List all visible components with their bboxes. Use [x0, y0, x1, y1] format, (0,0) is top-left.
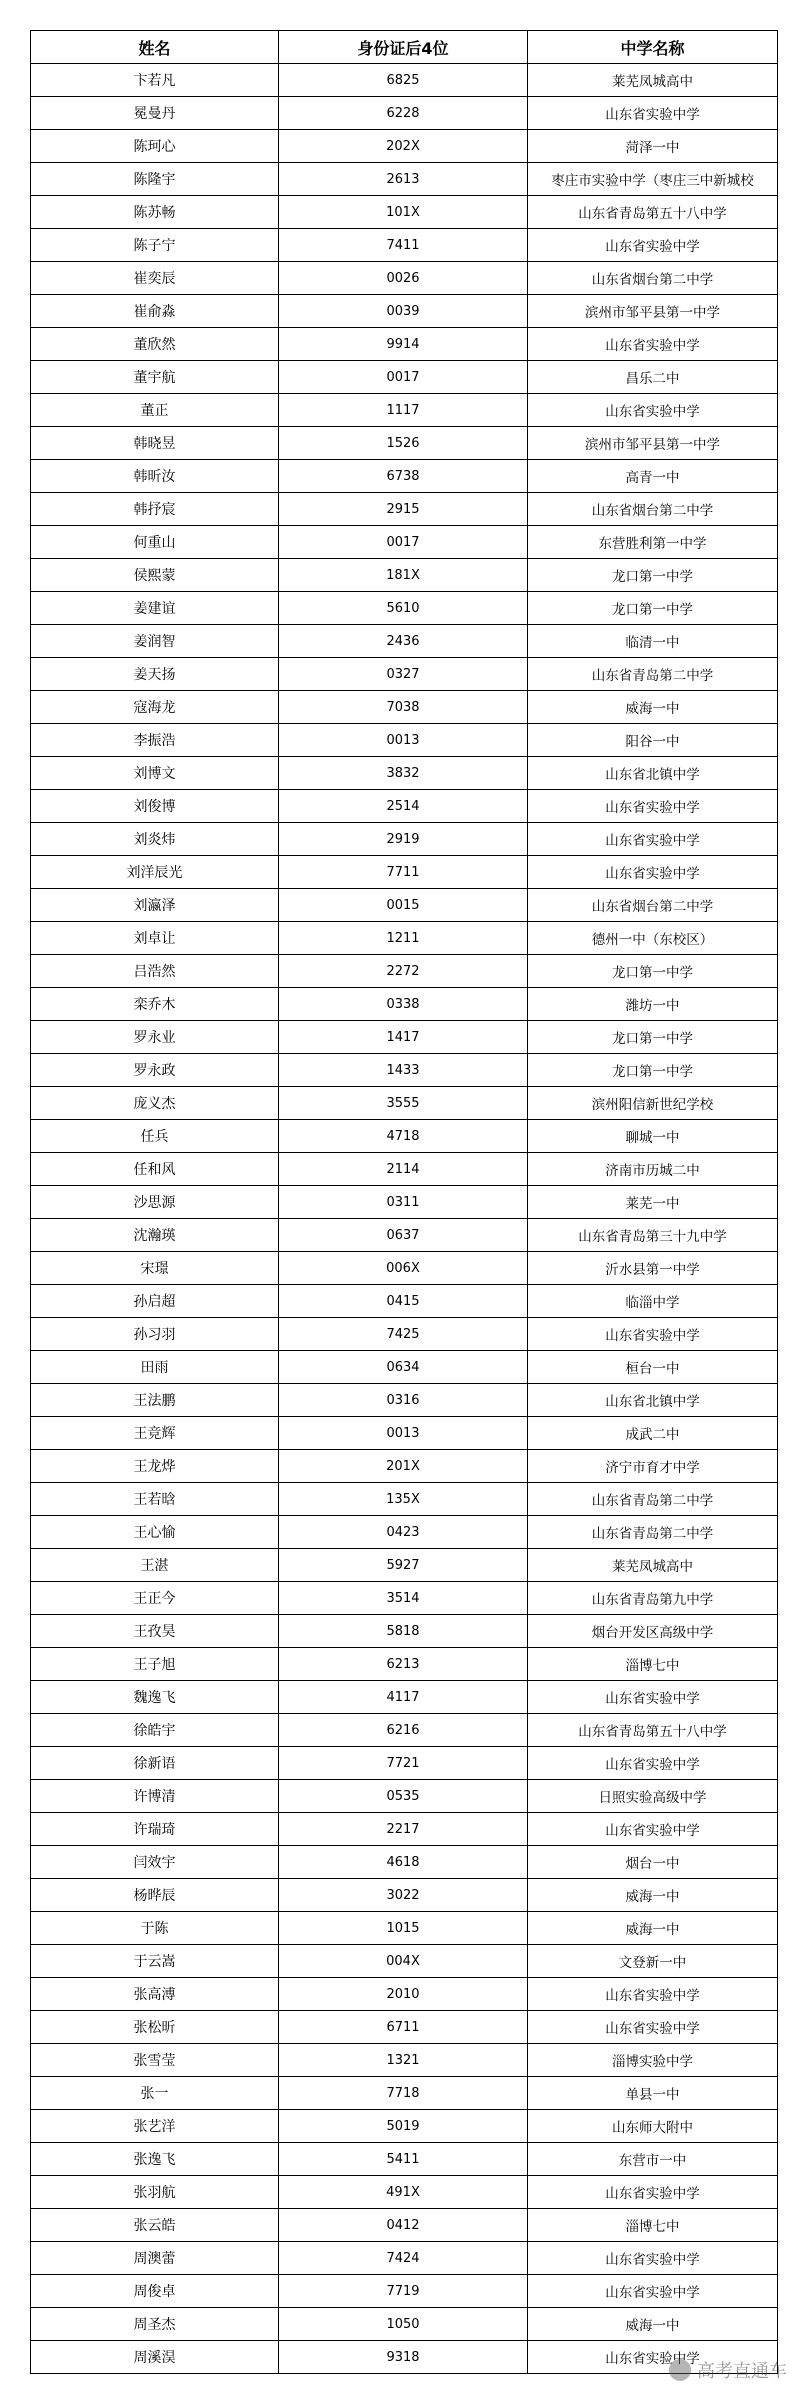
table-row [31, 955, 778, 988]
table-row [31, 1681, 778, 1714]
cell-id-last4: 4718 [279, 1120, 528, 1153]
cell-name: 周澳蕾 [31, 2242, 279, 2275]
cell-id-last4: 0311 [279, 1186, 528, 1219]
cell-school: 沂水县第一中学 [528, 1252, 778, 1285]
cell-id-last4: 202X [279, 130, 528, 163]
cell-name: 沈瀚瑛 [31, 1219, 279, 1252]
cell-id-last4: 3022 [279, 1879, 528, 1912]
cell-school: 山东省北镇中学 [528, 757, 778, 790]
cell-name: 姜润智 [31, 625, 279, 658]
cell-name: 韩晓昱 [31, 427, 279, 460]
cell-name: 董宇航 [31, 361, 279, 394]
cell-id-last4: 4117 [279, 1681, 528, 1714]
cell-name: 王龙烨 [31, 1450, 279, 1483]
cell-school: 山东省实验中学 [528, 394, 778, 427]
cell-name: 韩昕汝 [31, 460, 279, 493]
cell-school: 山东省实验中学 [528, 1681, 778, 1714]
cell-school: 山东省青岛第五十八中学 [528, 1714, 778, 1747]
cell-id-last4: 0013 [279, 1417, 528, 1450]
cell-id-last4: 2436 [279, 625, 528, 658]
table-row [31, 2242, 778, 2275]
table-row [31, 1846, 778, 1879]
cell-name: 何重山 [31, 526, 279, 559]
cell-id-last4: 6738 [279, 460, 528, 493]
cell-name: 姜建谊 [31, 592, 279, 625]
cell-school: 山东省实验中学 [528, 2176, 778, 2209]
cell-school: 滨州阳信新世纪学校 [528, 1087, 778, 1120]
cell-id-last4: 1417 [279, 1021, 528, 1054]
table-row [31, 1813, 778, 1846]
cell-school: 烟台开发区高级中学 [528, 1615, 778, 1648]
cell-id-last4: 2217 [279, 1813, 528, 1846]
cell-school: 山东省青岛第二中学 [528, 1516, 778, 1549]
table-row [31, 427, 778, 460]
cell-school: 莱芜凤城高中 [528, 1549, 778, 1582]
cell-name: 王子旭 [31, 1648, 279, 1681]
table-row [31, 2143, 778, 2176]
table-row [31, 1483, 778, 1516]
cell-school: 山东省实验中学 [528, 1813, 778, 1846]
cell-school: 济宁市育才中学 [528, 1450, 778, 1483]
cell-school: 济南市历城二中 [528, 1153, 778, 1186]
cell-school: 烟台一中 [528, 1846, 778, 1879]
table-row [31, 361, 778, 394]
table-row [31, 2176, 778, 2209]
cell-id-last4: 3514 [279, 1582, 528, 1615]
student-roster-table [30, 30, 778, 2374]
cell-name: 刘洋辰光 [31, 856, 279, 889]
table-row [31, 1912, 778, 1945]
cell-school: 山东省青岛第九中学 [528, 1582, 778, 1615]
cell-school: 成武二中 [528, 1417, 778, 1450]
cell-name: 任兵 [31, 1120, 279, 1153]
cell-id-last4: 0017 [279, 526, 528, 559]
table-row [31, 394, 778, 427]
cell-id-last4: 6825 [279, 64, 528, 97]
cell-name: 周俊卓 [31, 2275, 279, 2308]
table-row [31, 1318, 778, 1351]
cell-name: 吕浩然 [31, 955, 279, 988]
cell-name: 王心愉 [31, 1516, 279, 1549]
table-row [31, 130, 778, 163]
cell-school: 淄博七中 [528, 2209, 778, 2242]
cell-name: 陈苏畅 [31, 196, 279, 229]
cell-name: 刘俊博 [31, 790, 279, 823]
cell-school: 山东省实验中学 [528, 97, 778, 130]
cell-school: 昌乐二中 [528, 361, 778, 394]
table-row [31, 1747, 778, 1780]
cell-school: 山东省青岛第二中学 [528, 1483, 778, 1516]
table-row [31, 1186, 778, 1219]
cell-name: 张云皓 [31, 2209, 279, 2242]
cell-school: 龙口第一中学 [528, 1054, 778, 1087]
cell-name: 刘卓让 [31, 922, 279, 955]
cell-name: 董正 [31, 394, 279, 427]
cell-id-last4: 5019 [279, 2110, 528, 2143]
cell-id-last4: 2613 [279, 163, 528, 196]
cell-name: 崔奕辰 [31, 262, 279, 295]
table-row [31, 1978, 778, 2011]
cell-school: 龙口第一中学 [528, 592, 778, 625]
cell-id-last4: 0415 [279, 1285, 528, 1318]
table-row [31, 1054, 778, 1087]
cell-id-last4: 491X [279, 2176, 528, 2209]
cell-id-last4: 4618 [279, 1846, 528, 1879]
table-body [31, 64, 778, 2374]
table-row [31, 856, 778, 889]
table-row [31, 262, 778, 295]
cell-id-last4: 1211 [279, 922, 528, 955]
cell-name: 李振浩 [31, 724, 279, 757]
cell-school: 山东省实验中学 [528, 328, 778, 361]
cell-id-last4: 0015 [279, 889, 528, 922]
cell-name: 徐皓宇 [31, 1714, 279, 1747]
cell-id-last4: 7719 [279, 2275, 528, 2308]
cell-id-last4: 6213 [279, 1648, 528, 1681]
cell-name: 周圣杰 [31, 2308, 279, 2341]
table-row [31, 559, 778, 592]
table-row [31, 2308, 778, 2341]
cell-school: 日照实验高级中学 [528, 1780, 778, 1813]
cell-name: 于云嵩 [31, 1945, 279, 1978]
cell-name: 庞义杰 [31, 1087, 279, 1120]
table-row [31, 1879, 778, 1912]
cell-name: 卞若凡 [31, 64, 279, 97]
cell-id-last4: 1117 [279, 394, 528, 427]
cell-school: 东营胜利第一中学 [528, 526, 778, 559]
table-row [31, 922, 778, 955]
cell-id-last4: 101X [279, 196, 528, 229]
cell-name: 宋璟 [31, 1252, 279, 1285]
cell-school: 菏泽一中 [528, 130, 778, 163]
cell-id-last4: 0634 [279, 1351, 528, 1384]
cell-id-last4: 5610 [279, 592, 528, 625]
table-row [31, 691, 778, 724]
cell-school: 山东省实验中学 [528, 2011, 778, 2044]
cell-school: 山东省青岛第二中学 [528, 658, 778, 691]
cell-name: 张一 [31, 2077, 279, 2110]
cell-school: 潍坊一中 [528, 988, 778, 1021]
table-row [31, 460, 778, 493]
cell-name: 张雪莹 [31, 2044, 279, 2077]
cell-name: 崔俞淼 [31, 295, 279, 328]
table-row [31, 1120, 778, 1153]
table-row [31, 295, 778, 328]
table-row [31, 1219, 778, 1252]
table-row [31, 823, 778, 856]
cell-name: 王孜昊 [31, 1615, 279, 1648]
cell-school: 山东省实验中学 [528, 2242, 778, 2275]
cell-name: 孙启超 [31, 1285, 279, 1318]
cell-name: 许博清 [31, 1780, 279, 1813]
table-row [31, 658, 778, 691]
cell-name: 孙习羽 [31, 1318, 279, 1351]
cell-id-last4: 004X [279, 1945, 528, 1978]
cell-name: 田雨 [31, 1351, 279, 1384]
header-school: 中学名称 [528, 31, 778, 64]
table-row [31, 163, 778, 196]
cell-name: 董欣然 [31, 328, 279, 361]
cell-school: 莱芜凤城高中 [528, 64, 778, 97]
table-row [31, 1615, 778, 1648]
cell-name: 陈子宁 [31, 229, 279, 262]
table-row [31, 1021, 778, 1054]
cell-id-last4: 2114 [279, 1153, 528, 1186]
table-row [31, 1384, 778, 1417]
cell-name: 罗永政 [31, 1054, 279, 1087]
cell-school: 山东省实验中学 [528, 2341, 778, 2374]
cell-school: 滨州市邹平县第一中学 [528, 295, 778, 328]
cell-name: 许瑞琦 [31, 1813, 279, 1846]
cell-school: 德州一中（东校区） [528, 922, 778, 955]
cell-name: 张羽航 [31, 2176, 279, 2209]
cell-id-last4: 2919 [279, 823, 528, 856]
cell-id-last4: 6711 [279, 2011, 528, 2044]
cell-id-last4: 9914 [279, 328, 528, 361]
cell-school: 阳谷一中 [528, 724, 778, 757]
cell-name: 刘博文 [31, 757, 279, 790]
cell-id-last4: 1050 [279, 2308, 528, 2341]
table-row [31, 592, 778, 625]
table-row [31, 2044, 778, 2077]
cell-name: 杨晔辰 [31, 1879, 279, 1912]
cell-id-last4: 0327 [279, 658, 528, 691]
table-row [31, 229, 778, 262]
cell-id-last4: 0316 [279, 1384, 528, 1417]
cell-id-last4: 7721 [279, 1747, 528, 1780]
cell-name: 韩抒宸 [31, 493, 279, 526]
cell-school: 威海一中 [528, 1879, 778, 1912]
cell-id-last4: 7038 [279, 691, 528, 724]
table-row [31, 1945, 778, 1978]
cell-id-last4: 5927 [279, 1549, 528, 1582]
cell-id-last4: 0412 [279, 2209, 528, 2242]
cell-school: 山东省实验中学 [528, 2275, 778, 2308]
wechat-logo-icon [669, 2359, 691, 2381]
cell-name: 姜天扬 [31, 658, 279, 691]
cell-id-last4: 1526 [279, 427, 528, 460]
table-row [31, 1516, 778, 1549]
cell-name: 陈珂心 [31, 130, 279, 163]
cell-name: 王若晗 [31, 1483, 279, 1516]
cell-id-last4: 0017 [279, 361, 528, 394]
header-id-last4: 身份证后4位 [279, 31, 528, 64]
cell-id-last4: 0039 [279, 295, 528, 328]
table-row [31, 2077, 778, 2110]
cell-school: 威海一中 [528, 691, 778, 724]
cell-id-last4: 2915 [279, 493, 528, 526]
cell-school: 威海一中 [528, 2308, 778, 2341]
cell-school: 枣庄市实验中学（枣庄三中新城校 [528, 163, 778, 196]
cell-id-last4: 0637 [279, 1219, 528, 1252]
cell-id-last4: 0338 [279, 988, 528, 1021]
cell-id-last4: 006X [279, 1252, 528, 1285]
cell-id-last4: 135X [279, 1483, 528, 1516]
cell-school: 山东省烟台第二中学 [528, 493, 778, 526]
cell-school: 高青一中 [528, 460, 778, 493]
cell-school: 山东省烟台第二中学 [528, 889, 778, 922]
cell-id-last4: 2010 [279, 1978, 528, 2011]
cell-school: 桓台一中 [528, 1351, 778, 1384]
cell-id-last4: 7425 [279, 1318, 528, 1351]
table-row [31, 1582, 778, 1615]
cell-name: 张高溥 [31, 1978, 279, 2011]
cell-name: 张逸飞 [31, 2143, 279, 2176]
cell-name: 罗永业 [31, 1021, 279, 1054]
table-row [31, 2011, 778, 2044]
cell-school: 临淄中学 [528, 1285, 778, 1318]
cell-id-last4: 1015 [279, 1912, 528, 1945]
cell-name: 闫效宇 [31, 1846, 279, 1879]
cell-name: 寇海龙 [31, 691, 279, 724]
table-row [31, 328, 778, 361]
cell-school: 山东省实验中学 [528, 1747, 778, 1780]
cell-school: 东营市一中 [528, 2143, 778, 2176]
cell-id-last4: 7411 [279, 229, 528, 262]
cell-school: 山东省实验中学 [528, 823, 778, 856]
table-row [31, 724, 778, 757]
cell-school: 山东省实验中学 [528, 1318, 778, 1351]
table-row [31, 1252, 778, 1285]
cell-name: 任和风 [31, 1153, 279, 1186]
cell-id-last4: 201X [279, 1450, 528, 1483]
cell-school: 山东省实验中学 [528, 790, 778, 823]
cell-school: 威海一中 [528, 1912, 778, 1945]
table-row [31, 1153, 778, 1186]
table-row [31, 196, 778, 229]
cell-name: 魏逸飞 [31, 1681, 279, 1714]
cell-school: 龙口第一中学 [528, 559, 778, 592]
cell-name: 栾乔木 [31, 988, 279, 1021]
cell-name: 于陈 [31, 1912, 279, 1945]
cell-id-last4: 6228 [279, 97, 528, 130]
table-row [31, 2209, 778, 2242]
cell-id-last4: 2272 [279, 955, 528, 988]
cell-school: 龙口第一中学 [528, 955, 778, 988]
cell-school: 山东省青岛第三十九中学 [528, 1219, 778, 1252]
table-row [31, 493, 778, 526]
cell-name: 王法鹏 [31, 1384, 279, 1417]
cell-name: 王正今 [31, 1582, 279, 1615]
table-row [31, 1351, 778, 1384]
cell-name: 周溪淏 [31, 2341, 279, 2374]
cell-id-last4: 181X [279, 559, 528, 592]
table-row [31, 889, 778, 922]
cell-school: 山东省实验中学 [528, 1978, 778, 2011]
cell-id-last4: 7718 [279, 2077, 528, 2110]
cell-id-last4: 3832 [279, 757, 528, 790]
cell-id-last4: 0026 [279, 262, 528, 295]
table-row [31, 625, 778, 658]
table-row [31, 97, 778, 130]
table-row [31, 1285, 778, 1318]
cell-id-last4: 5818 [279, 1615, 528, 1648]
table-row [31, 1549, 778, 1582]
cell-name: 刘炎炜 [31, 823, 279, 856]
cell-name: 张艺洋 [31, 2110, 279, 2143]
table-header-row [31, 31, 778, 64]
cell-id-last4: 7711 [279, 856, 528, 889]
cell-school: 聊城一中 [528, 1120, 778, 1153]
cell-school: 山东省实验中学 [528, 856, 778, 889]
cell-name: 陈隆宇 [31, 163, 279, 196]
table-row [31, 757, 778, 790]
table-row [31, 1450, 778, 1483]
cell-school: 单县一中 [528, 2077, 778, 2110]
cell-school: 山东省北镇中学 [528, 1384, 778, 1417]
cell-id-last4: 7424 [279, 2242, 528, 2275]
table-row [31, 526, 778, 559]
table-row [31, 1087, 778, 1120]
table-row [31, 1417, 778, 1450]
table-row [31, 1714, 778, 1747]
cell-name: 沙思源 [31, 1186, 279, 1219]
table-row [31, 2341, 778, 2374]
cell-name: 王湛 [31, 1549, 279, 1582]
cell-id-last4: 5411 [279, 2143, 528, 2176]
cell-name: 张松昕 [31, 2011, 279, 2044]
watermark [669, 2357, 787, 2383]
cell-id-last4: 1321 [279, 2044, 528, 2077]
table-row [31, 2110, 778, 2143]
cell-name: 王竞辉 [31, 1417, 279, 1450]
cell-school: 龙口第一中学 [528, 1021, 778, 1054]
cell-id-last4: 2514 [279, 790, 528, 823]
cell-school: 山东师大附中 [528, 2110, 778, 2143]
table-row [31, 1648, 778, 1681]
cell-id-last4: 0013 [279, 724, 528, 757]
cell-school: 淄博七中 [528, 1648, 778, 1681]
cell-school: 山东省烟台第二中学 [528, 262, 778, 295]
header-name: 姓名 [31, 31, 279, 64]
cell-id-last4: 0423 [279, 1516, 528, 1549]
cell-id-last4: 3555 [279, 1087, 528, 1120]
cell-name: 刘瀛泽 [31, 889, 279, 922]
cell-school: 淄博实验中学 [528, 2044, 778, 2077]
cell-school: 临清一中 [528, 625, 778, 658]
table-row [31, 64, 778, 97]
table-row [31, 790, 778, 823]
table-row [31, 1780, 778, 1813]
cell-id-last4: 1433 [279, 1054, 528, 1087]
cell-name: 徐新语 [31, 1747, 279, 1780]
table-row [31, 988, 778, 1021]
cell-school: 莱芜一中 [528, 1186, 778, 1219]
cell-school: 滨州市邹平县第一中学 [528, 427, 778, 460]
cell-name: 冕曼丹 [31, 97, 279, 130]
table-row [31, 2275, 778, 2308]
cell-id-last4: 0535 [279, 1780, 528, 1813]
cell-id-last4: 6216 [279, 1714, 528, 1747]
cell-id-last4: 9318 [279, 2341, 528, 2374]
watermark-text: 高考直通车 [697, 2361, 787, 2382]
cell-school: 文登新一中 [528, 1945, 778, 1978]
cell-school: 山东省实验中学 [528, 229, 778, 262]
cell-name: 侯熙蒙 [31, 559, 279, 592]
cell-school: 山东省青岛第五十八中学 [528, 196, 778, 229]
